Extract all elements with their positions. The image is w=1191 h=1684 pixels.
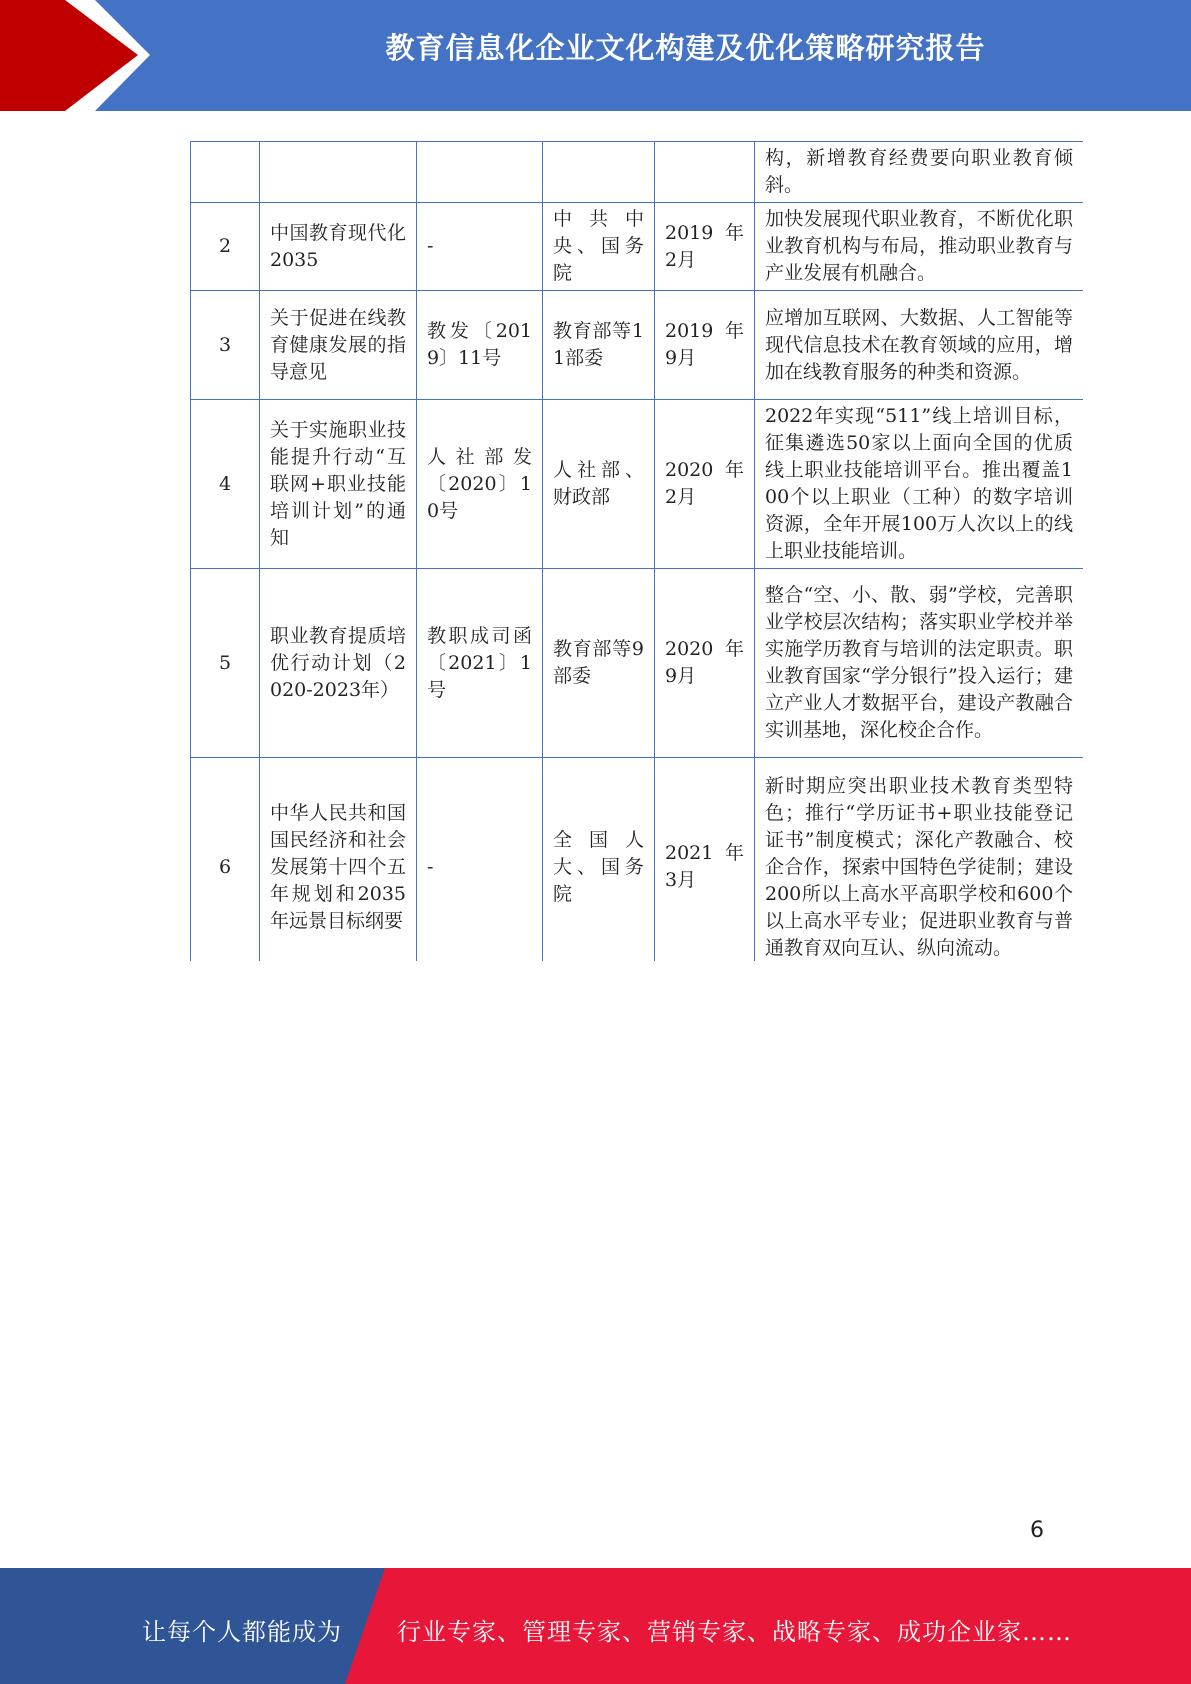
page-number: 6: [1030, 1518, 1044, 1543]
table-row: [191, 142, 1084, 203]
report-title: 教育信息化企业文化构建及优化策略研究报告: [385, 31, 986, 65]
cell-date: 2019年2月: [655, 203, 755, 291]
cell-issuer: 教育部等9部委: [543, 569, 655, 758]
cell-name: 职业教育提质培优行动计划（2020-2023年）: [260, 569, 417, 758]
cell-doc-no: -: [417, 758, 543, 962]
cell-content: 构，新增教育经费要向职业教育倾斜。: [755, 142, 1084, 203]
cell-date: 2019年9月: [655, 291, 755, 400]
table-row: [191, 569, 1084, 758]
policy-table-wrap: [190, 141, 1083, 961]
cell-name: 中华人民共和国国民经济和社会发展第十四个五年规划和2035年远景目标纲要: [260, 758, 417, 962]
cell-name: [260, 142, 417, 203]
cell-no: 4: [191, 400, 260, 569]
cell-no: 5: [191, 569, 260, 758]
cell-issuer: 教育部等11部委: [543, 291, 655, 400]
table-row: [191, 291, 1084, 400]
cell-doc-no: 人社部发〔2020〕10号: [417, 400, 543, 569]
page-header: [0, 0, 1191, 111]
cell-date: 2020年9月: [655, 569, 755, 758]
cell-content: 2022年实现“511”线上培训目标，征集遴选50家以上面向全国的优质线上职业技能培训平台。推出覆盖100个以上职业（工种）的数字培训资源，全年开展100万人次以上的线上职业技能培训。: [755, 400, 1084, 569]
cell-content: 整合“空、小、散、弱”学校，完善职业学校层次结构；落实职业学校并举实施学历教育与培训的法定职责。职业教育国家“学分银行”投入运行；建立产业人才数据平台，建设产教融合实训基地，深化校企合作。: [755, 569, 1084, 758]
cell-issuer: 全国人大、国务院: [543, 758, 655, 962]
cell-date: 2020年2月: [655, 400, 755, 569]
cell-no: 2: [191, 203, 260, 291]
table-row: [191, 758, 1084, 962]
cell-doc-no: [417, 142, 543, 203]
cell-content: 新时期应突出职业技术教育类型特色；推行“学历证书+职业技能登记证书”制度模式；深化产教融合、校企合作，探索中国特色学徒制；建设200所以上高水平高职学校和600个以上高水平专业；促进职业教育与普通教育双向互认、纵向流动。: [755, 758, 1084, 962]
cell-doc-no: 教职成司函〔2021〕1号: [417, 569, 543, 758]
cell-content: 应增加互联网、大数据、人工智能等现代信息技术在教育领域的应用，增加在线教育服务的种类和资源。: [755, 291, 1084, 400]
cell-doc-no: -: [417, 203, 543, 291]
policy-table: [190, 141, 1083, 961]
cell-content: 加快发展现代职业教育，不断优化职业教育机构与布局，推动职业教育与产业发展有机融合。: [755, 203, 1084, 291]
page-footer: [0, 1568, 1191, 1684]
cell-issuer: [543, 142, 655, 203]
chevron-decoration: [0, 0, 160, 111]
cell-name: 关于实施职业技能提升行动“互联网+职业技能培训计划”的通知: [260, 400, 417, 569]
cell-issuer: 中共中央、国务院: [543, 203, 655, 291]
cell-doc-no: 教发〔2019〕11号: [417, 291, 543, 400]
footer-slogan-right: 行业专家、管理专家、营销专家、战略专家、成功企业家……: [397, 1618, 1072, 1646]
table-row: [191, 203, 1084, 291]
cell-no: [191, 142, 260, 203]
table-row: [191, 400, 1084, 569]
footer-slogan-left: 让每个人都能成为: [142, 1618, 342, 1646]
cell-issuer: 人社部、财政部: [543, 400, 655, 569]
cell-no: 3: [191, 291, 260, 400]
cell-name: 中国教育现代化2035: [260, 203, 417, 291]
cell-name: 关于促进在线教育健康发展的指导意见: [260, 291, 417, 400]
cell-date: [655, 142, 755, 203]
cell-date: 2021年3月: [655, 758, 755, 962]
cell-no: 6: [191, 758, 260, 962]
